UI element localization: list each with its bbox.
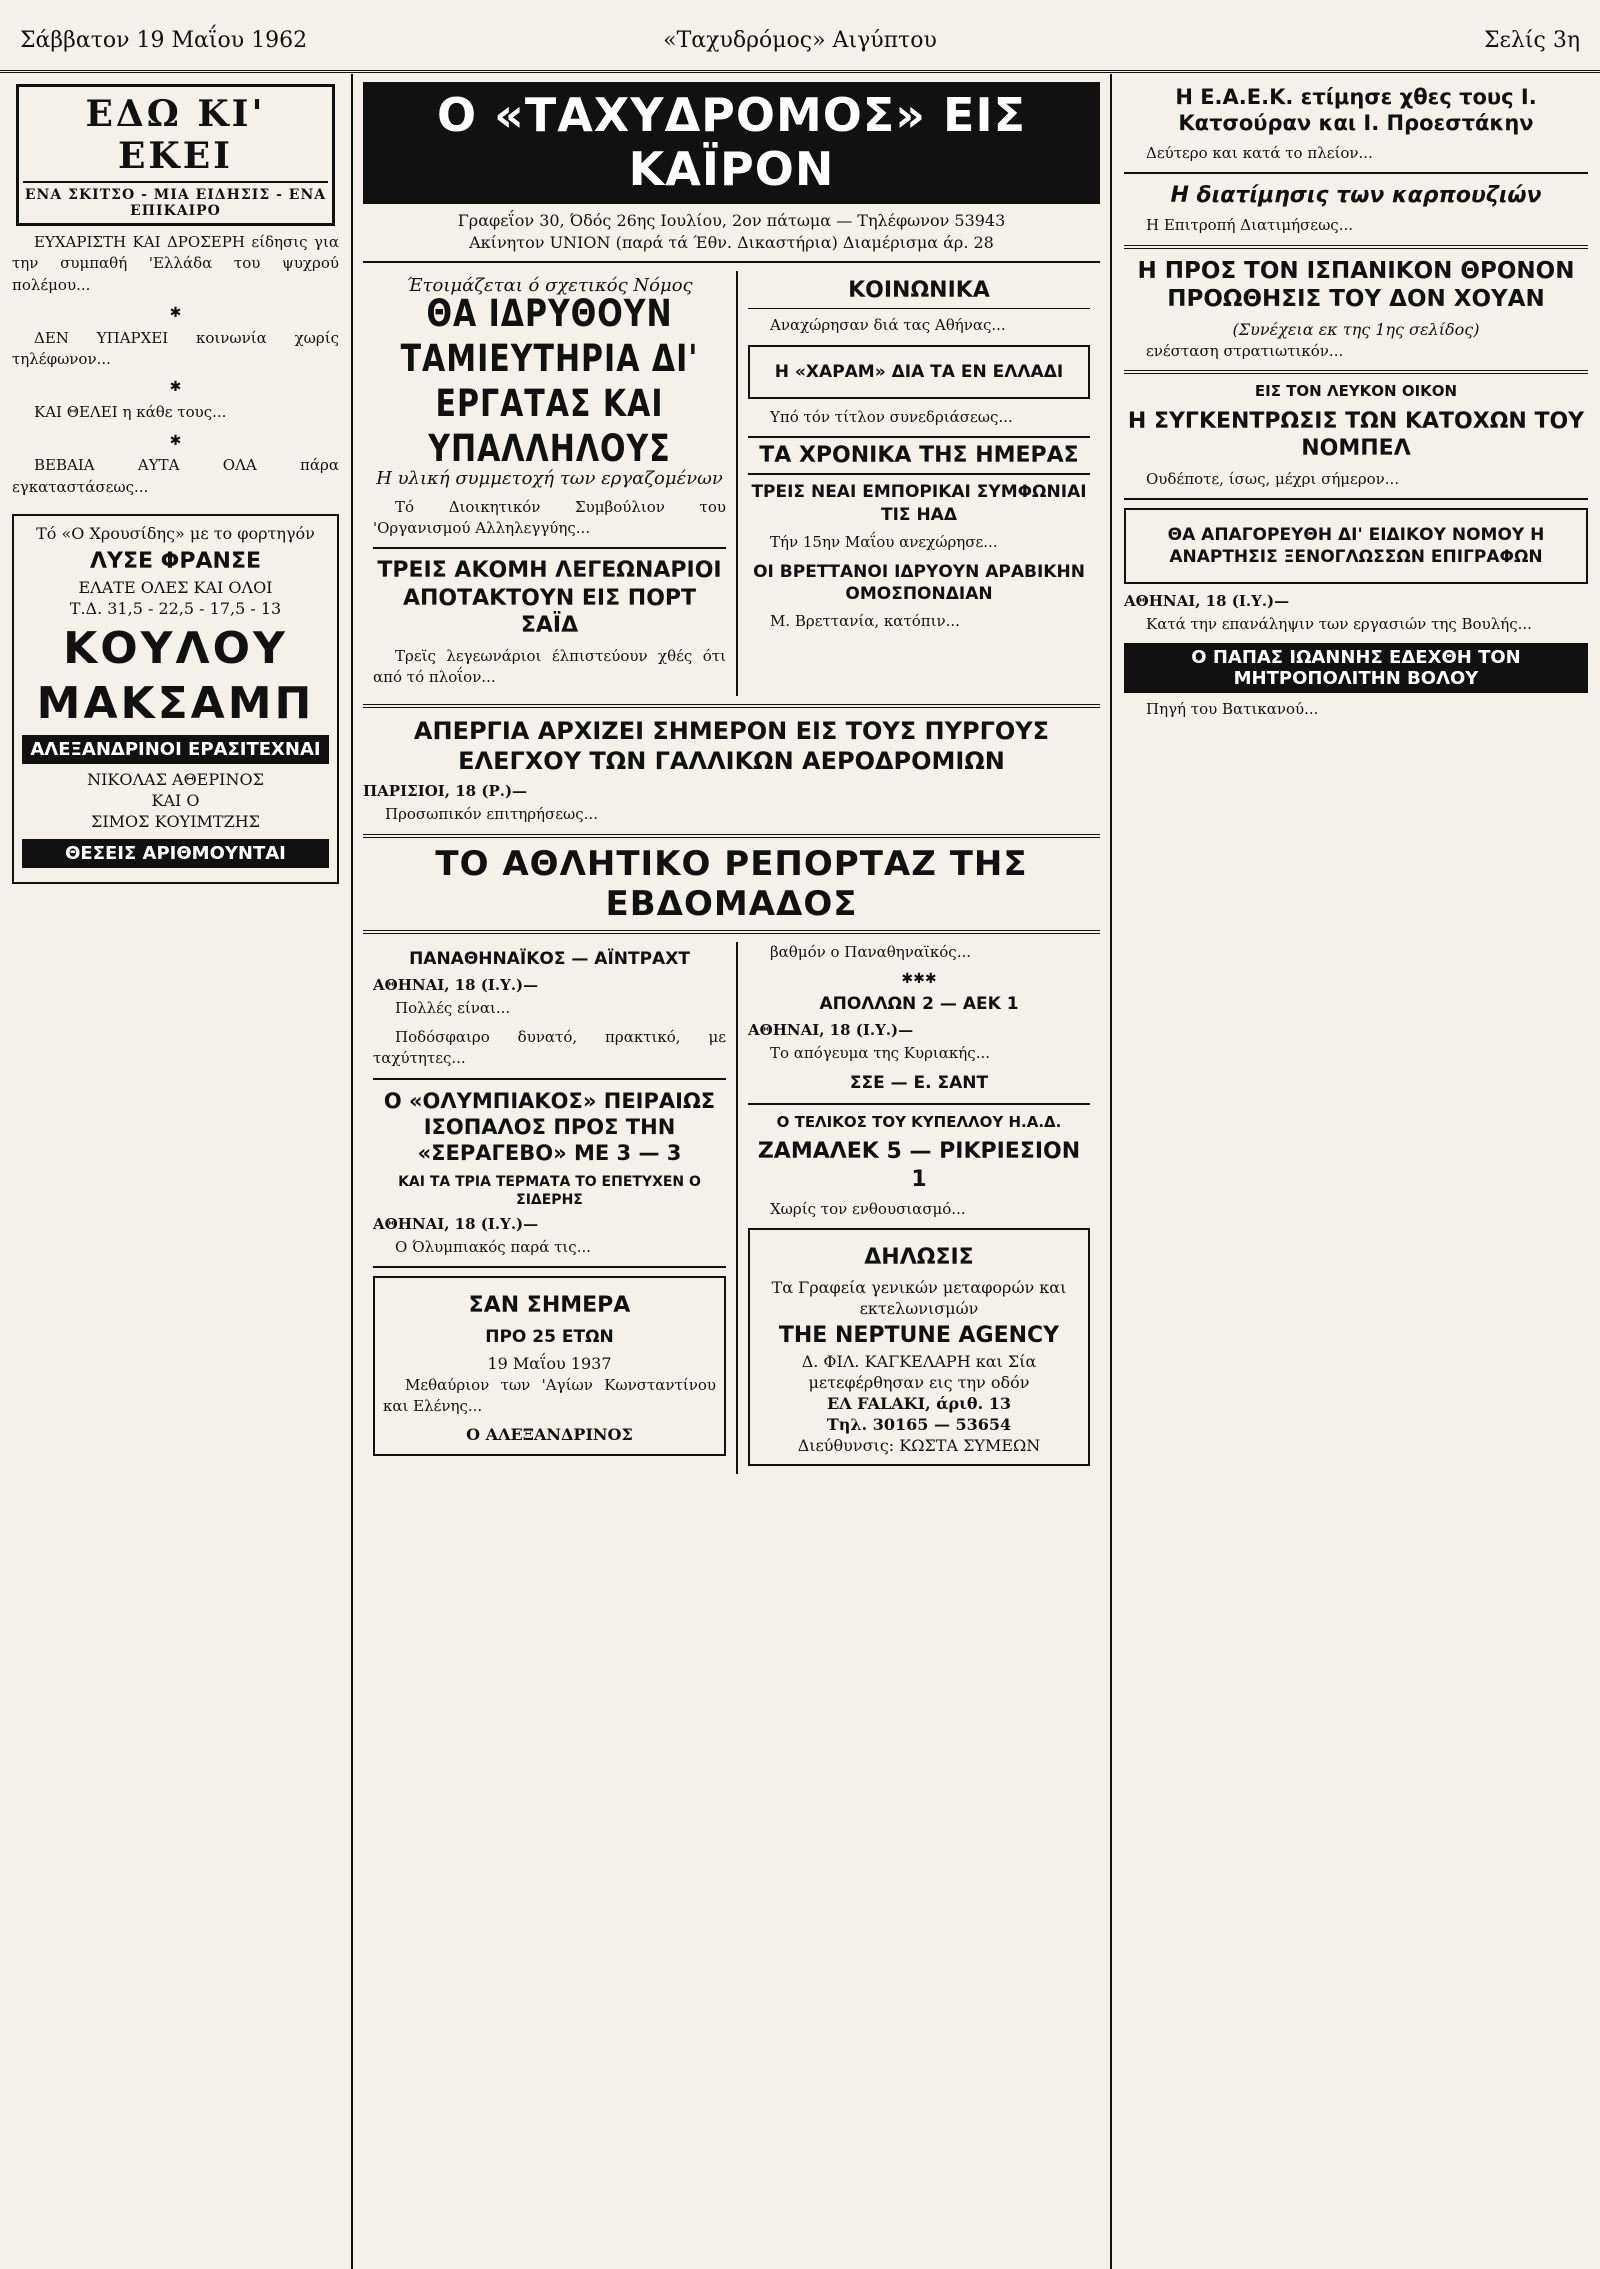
notice-phone: Τηλ. 30165 — 53654 [826, 1414, 1012, 1434]
article-headline: ΤΡΕΙΣ ΑΚΟΜΗ ΛΕΓΕΩΝΑΡΙΟΙ ΑΠΟΤΑΚΤΟΥΝ ΕΙΣ ΠΟΡΤ ΣΑΪΔ [377, 558, 722, 639]
today-body [383, 1375, 716, 1418]
article-paragraph: Πολλές είναι... [395, 998, 511, 1017]
notice-line: μετεφέρθησαν εις την οδόν [808, 1373, 1030, 1393]
divider [748, 1103, 1090, 1105]
article-paragraph: ΔΕΝ ΥΠΑΡΧΕΙ κοινωνία χωρίς τηλέφωνον... [12, 328, 339, 369]
ad-play-title-2: ΜΑΚΣΑΜΠ [36, 678, 315, 730]
subcolumn-left [363, 271, 738, 697]
article-body [363, 804, 1100, 825]
article-body [748, 611, 1090, 632]
section-title-social: ΚΟΙΝΩΝΙΚΑ [748, 277, 1090, 310]
notice-line: Τα Γραφεία γενικών μεταφορών και εκτελωνισμών [771, 1277, 1067, 1318]
masthead-info [363, 210, 1100, 263]
article-paragraph: Δεύτερο και κατά το πλείον... [1146, 143, 1373, 162]
article-paragraph: ενέσταση στρατιωτικόν... [1146, 341, 1344, 360]
article-body [1124, 614, 1588, 635]
article-paragraph: Αναχώρησαν διά τας Αθήνας... [770, 316, 1006, 335]
ad-prices: Τ.Δ. 31,5 - 22,5 - 17,5 - 13 [69, 598, 282, 618]
article-paragraph: Ποδόσφαιρο δυνατό, πρακτικό, με ταχύτητες... [373, 1028, 726, 1068]
article-paragraph: Μεθαύριον των 'Αγίων Κωνσταντίνου και Ελένης... [383, 1375, 716, 1415]
separator-star: ✱ [169, 304, 182, 321]
article-paragraph: Τρεϊς λεγεωνάριοι έλπιστεύουν χθές ότι από τό πλοΐον... [373, 646, 726, 687]
masthead-address-2: Ακίνητον UNION (παρά τά Έθν. Δικαστήρια) Διαμέρισμα άρ. 28 [469, 233, 994, 253]
match-deck: ΚΑΙ ΤΑ ΤΡΙΑ ΤΕΡΜΑΤΑ ΤΟ ΕΠΕΤΥΧΕΝ Ο ΣΙΔΕΡΗΣ [398, 1173, 701, 1208]
strike-headline: ΑΠΕΡΓΙΑ ΑΡΧΙΖΕΙ ΣΗΜΕΡΟΝ ΕΙΣ ΤΟΥΣ ΠΥΡΓΟΥΣ ΕΛΕΓΧΟΥ ΤΩΝ ΓΑΛΛΙΚΩΝ ΑΕΡΟΔΡΟΜΙΩΝ [413, 717, 1050, 776]
article-body [1124, 215, 1588, 236]
continuation-note: (Συνέχεια εκ της 1ης σελίδος) [1232, 320, 1480, 340]
article-paragraph: βαθμόν ο Παναθηναϊκός... [770, 942, 972, 961]
today-in-history-box [373, 1276, 726, 1456]
edo-kai-ekei-title: ΕΔΩ ΚΙ' ΕΚΕΙ [85, 93, 266, 177]
article-body [373, 646, 726, 689]
today-title: ΣΑΝ ΣΗΜΕΡΑ [468, 1293, 631, 1319]
article-paragraph: Μ. Βρεττανία, κατόπιν... [770, 612, 960, 631]
divider [373, 1266, 726, 1268]
separator-star: ✱ [169, 432, 182, 449]
ad-actor: ΣΙΜΟΣ ΚΟΥΙΜΤΖΗΣ [91, 811, 260, 831]
column-center [353, 74, 1110, 2269]
dateline: ΑΘΗΝΑΙ, 18 (Ι.Υ.)— [1124, 592, 1290, 611]
article-body [748, 942, 1090, 963]
article-paragraph: Προσωπικόν επιτηρήσεως... [385, 805, 598, 824]
ad-line: Τό «Ο Χρουσίδης» με το φορτηγόν [36, 524, 315, 543]
article-subheadline: ΤΡΕΙΣ ΝΕΑΙ ΕΜΠΟΡΙΚΑΙ ΣΥΜΦΩΝΙΑΙ ΤΙΣ ΗΑΔ [751, 482, 1087, 525]
article-subheadline: ΟΙ ΒΡΕΤΤΑΝΟΙ ΙΔΡΥΟΥΝ ΑΡΑΒΙΚΗΝ ΟΜΟΣΠΟΝΔΙΑΝ [753, 561, 1085, 605]
article-paragraph: Τήν 15ην Μαΐου ανεχώρησε... [770, 532, 998, 551]
divider [1124, 245, 1588, 249]
neptune-agency-notice [748, 1228, 1090, 1466]
article-body [1124, 469, 1588, 490]
notice-line: Δ. ΦΙΛ. ΚΑΓΚΕΛΑΡΗ και Σία [801, 1352, 1037, 1372]
article-paragraph: ΒΕΒΑΙΑ ΑΥΤΑ ΟΛΑ πάρα εγκαταστάσεως... [12, 456, 339, 496]
sports-left [363, 942, 738, 1475]
separator-star: ✱✱✱ [901, 971, 937, 988]
article-paragraph: Κατά την επανάληψιν των εργασιών της Βουλής... [1146, 615, 1532, 634]
dateline: ΑΘΗΝΑΙ, 18 (Ι.Υ.)— [373, 1214, 539, 1233]
today-signature: Ο ΑΛΕΞΑΝΔΡΙΝΟΣ [466, 1425, 633, 1445]
article-body [373, 1027, 726, 1070]
article-body [1124, 143, 1588, 164]
article-body [373, 1237, 726, 1258]
ad-line: ΚΑΙ Ο [151, 791, 200, 811]
masthead [363, 82, 1100, 263]
divider [1124, 498, 1588, 500]
divider [1124, 370, 1588, 374]
divider [1124, 172, 1588, 174]
boxed-news [1124, 508, 1588, 584]
article-body [748, 1199, 1090, 1220]
article-body [748, 407, 1090, 428]
section-title-chronicle: ΤΑ ΧΡΟΝΙΚΑ ΤΗΣ ΗΜΕΡΑΣ [748, 436, 1090, 476]
match-headline: Ο «ΟΛΥΜΠΙΑΚΟΣ» ΠΕΙΡΑΙΩΣ ΙΣΟΠΑΛΟΣ ΠΡΟΣ ΤΗΝ «ΣΕΡΑΓΕΒΟ» ΜΕ 3 — 3 [383, 1088, 716, 1166]
divider [373, 1078, 726, 1080]
article-paragraph: Υπό τόν τίτλον συνεδριάσεως... [770, 407, 1013, 426]
article-headline: Η ΣΥΓΚΕΝΤΡΩΣΙΣ ΤΩΝ ΚΑΤΟΧΩΝ ΤΟΥ ΝΟΜΠΕΛ [1127, 408, 1585, 462]
ad-seating: ΘΕΣΕΙΣ ΑΡΙΘΜΟΥΝΤΑΙ [22, 839, 329, 868]
column-left [0, 74, 353, 2269]
article-body [748, 532, 1090, 553]
center-subcolumns [363, 271, 1100, 697]
dateline: ΑΘΗΝΑΙ, 18 (Ι.Υ.)— [373, 975, 539, 994]
article-paragraph: Τό Διοικητικόν Συμβούλιον του 'Οργανισμού Αλληλεγγύης... [373, 497, 726, 538]
article-headline: Ο ΠΑΠΑΣ ΙΩΑΝΝΗΣ ΕΔΕΧΘΗ ΤΟΝ ΜΗΤΡΟΠΟΛΙΤΗΝ ΒΟΛΟΥ [1124, 643, 1588, 693]
running-head [0, 0, 1600, 73]
notice-address: ΕΛ FALAKI, άριθ. 13 [827, 1394, 1011, 1414]
match-headline: ΠΑΝΑΘΗΝΑΪΚΟΣ — ΑΪΝΤΡΑΧΤ [409, 948, 690, 969]
ad-play-title: ΚΟΥΛΟΥ [63, 623, 288, 675]
dateline: ΠΑΡΙΣΙΟΙ, 18 (Ρ.)— [363, 782, 528, 801]
column-right [1110, 74, 1600, 2269]
article-body [1124, 699, 1588, 720]
masthead-title: Ο «ΤΑΧΥΔΡΟΜΟΣ» ΕΙΣ ΚΑΪΡΟΝ [363, 82, 1100, 204]
article-headline: Η διατίμησις των καρπουζιών [1170, 182, 1542, 208]
match-headline: ΣΣΕ — Ε. ΣΑΝΤ [849, 1073, 989, 1094]
divider [363, 704, 1100, 708]
article-paragraph: Χωρίς τον ενθουσιασμό... [770, 1200, 966, 1219]
article-body [373, 497, 726, 540]
article-paragraph: ΚΑΙ ΘΕΛΕΙ η κάθε τους... [34, 403, 227, 422]
sports-banner: ΤΟ ΑΘΛΗΤΙΚΟ ΡΕΠΟΡΤΑΖ ΤΗΣ ΕΒΔΟΜΑΔΟΣ [363, 834, 1100, 934]
article-paragraph: Το απόγευμα της Κυριακής... [770, 1044, 990, 1063]
article-body [748, 1043, 1090, 1064]
article-kicker: ΕΙΣ ΤΟΝ ΛΕΥΚΟΝ ΟΙΚΟΝ [1254, 382, 1458, 401]
sports-right [738, 942, 1100, 1475]
article-paragraph: ΕΥΧΑΡΙΣΤΗ ΚΑΙ ΔΡΟΣΕΡΗ είδησις για την συμπαθή 'Ελλάδα του ψυχρού πολέμου... [12, 233, 339, 294]
article-headline: Η ΠΡΟΣ ΤΟΝ ΙΣΠΑΝΙΚΟΝ ΘΡΟΝΟΝ ΠΡΟΩΘΗΣΙΣ ΤΟΥ ΔΟΝ ΧΟΥΑΝ [1137, 257, 1575, 313]
article-body [748, 315, 1090, 336]
ad-title: ΛΥΣΕ ΦΡΑΝΣΕ [90, 548, 261, 574]
article-body [373, 998, 726, 1019]
issue-date: Σάββατον 19 Μαΐου 1962 [20, 28, 308, 53]
divider [373, 547, 726, 549]
article-deck: Η υλική συμμετοχή των εργαζομένων [376, 467, 723, 489]
cup-kicker: Ο ΤΕΛΙΚΟΣ ΤΟΥ ΚΥΠΕΛΛΟΥ Η.Α.Δ. [776, 1112, 1062, 1131]
today-subtitle: ΠΡΟ 25 ΕΤΩΝ [485, 1326, 614, 1347]
ad-line: ΕΛΑΤΕ ΟΛΕΣ ΚΑΙ ΟΛΟΙ [78, 577, 273, 597]
notice-company: THE NEPTUNE AGENCY [778, 1323, 1060, 1349]
edo-kai-ekei-header [16, 84, 335, 226]
boxed-headline [748, 345, 1090, 399]
edo-kai-ekei-body [12, 232, 339, 498]
match-headline: ΖΑΜΑΛΕΚ 5 — ΡΙΚΡΙΕΣΙΟΝ 1 [757, 1139, 1081, 1192]
ad-troupe: ΑΛΕΞΑΝΔΡΙΝΟΙ ΕΡΑΣΙΤΕΧΝΑΙ [22, 735, 329, 764]
separator-star: ✱ [169, 379, 182, 396]
page-number: Σελίς 3η [1483, 28, 1580, 53]
theatre-advertisement [12, 514, 339, 884]
article-paragraph: Η Επιτροπή Διατιμήσεως... [1146, 216, 1354, 235]
sports-subcolumns [363, 942, 1100, 1475]
article-headline: Η Ε.Α.Ε.Κ. ετίμησε χθες τους Ι. Κατσούραν και Ι. Προεστάκην [1175, 85, 1537, 136]
match-headline: ΑΠΟΛΛΩΝ 2 — ΑΕΚ 1 [819, 994, 1019, 1015]
article-body [1124, 341, 1588, 362]
notice-title: ΔΗΛΩΣΙΣ [864, 1245, 974, 1271]
edo-kai-ekei-subtitle: ΕΝΑ ΣΚΙΤΣΟ - ΜΙΑ ΕΙΔΗΣΙΣ - ΕΝΑ ΕΠΙΚΑΙΡΟ [23, 181, 328, 219]
publication-name: «Ταχυδρόμος» Αιγύπτου [663, 28, 937, 53]
article-paragraph: Ο Όλυμπιακός παρά τις... [395, 1237, 592, 1256]
masthead-address: Γραφεΐον 30, Όδός 26ης Ιουλίου, 2ον πάτωμα — Τηλέφωνον 53943 [457, 211, 1006, 230]
notice-director: Διεύθυνσις: ΚΩΣΤΑ ΣΥΜΕΩΝ [797, 1435, 1041, 1455]
article-headline: ΘΑ ΑΠΑΓΟΡΕΥΘΗ ΔΙ' ΕΙΔΙΚΟΥ ΝΟΜΟΥ Η ΑΝΑΡΤΗΣΙΣ ΞΕΝΟΓΛΩΣΣΩΝ ΕΠΙΓΡΑΦΩΝ [1167, 524, 1545, 568]
today-date: 19 Μαΐου 1937 [487, 1353, 612, 1373]
article-paragraph: Πηγή του Βατικανού... [1146, 700, 1319, 719]
article-paragraph: Ουδέποτε, ίσως, μέχρι σήμερον... [1146, 469, 1400, 488]
ad-actor: ΝΙΚΟΛΑΣ ΑΘΕΡΙΝΟΣ [87, 770, 264, 790]
dateline: ΑΘΗΝΑΙ, 18 (Ι.Υ.)— [748, 1021, 914, 1040]
article-headline: ΘΑ ΙΔΡΥΘΟΥΝ ΤΑΜΙΕΥΤΗΡΙΑ ΔΙ' ΕΡΓΑΤΑΣ ΚΑΙ ΥΠΑΛΛΗΛΟΥΣ [400, 291, 699, 471]
article-headline: Η «ΧΑΡΑΜ» ΔΙΑ ΤΑ ΕΝ ΕΛΛΑΔΙ [774, 361, 1064, 382]
article-kicker: Έτοιμάζεται ό σχετικός Νόμος [406, 274, 693, 296]
subcolumn-right [738, 271, 1100, 697]
